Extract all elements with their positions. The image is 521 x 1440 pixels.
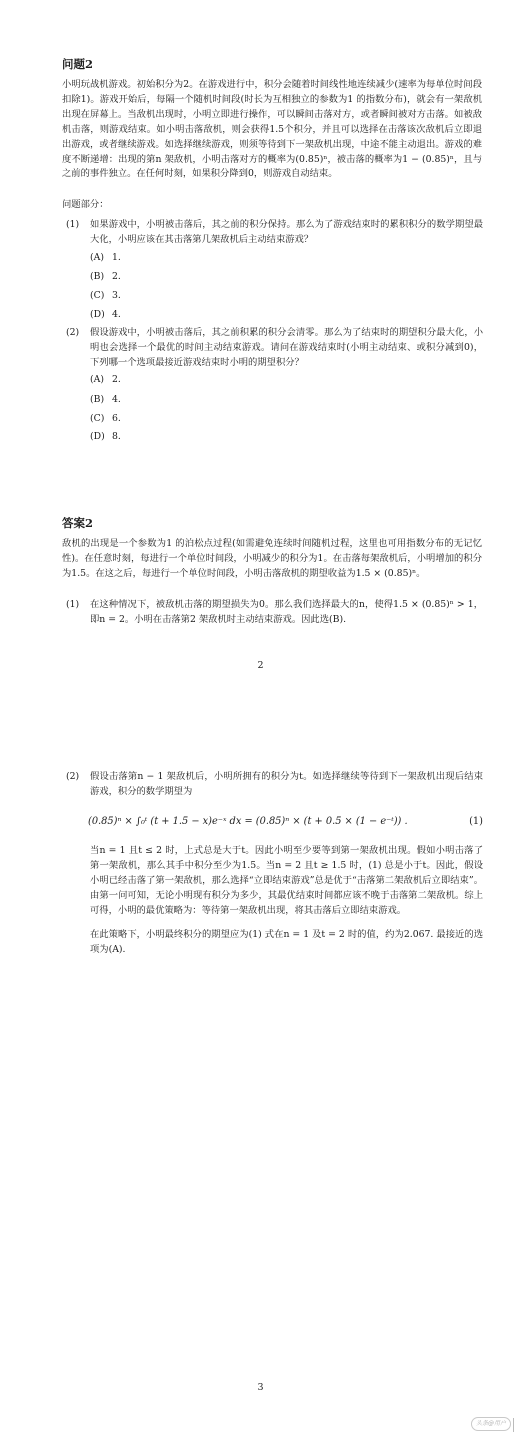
question-2 [66, 326, 483, 371]
answer-1 [66, 598, 483, 628]
option-label: (C) [90, 413, 105, 424]
option-label: (A) [90, 374, 104, 385]
q1-option-d [90, 309, 121, 320]
question-1-number: (1) [66, 219, 80, 230]
page-number: 3 [257, 1382, 264, 1393]
option-label: (B) [90, 394, 105, 405]
option-label: (B) [90, 271, 105, 282]
question-2-text: 假设游戏中，小明被击落后，其之前积累的积分会清零。那么为了结束时的期望积分最大化，小明也会选择一个最优的时间主动结束游戏。请问在游戏结束时(小明主动结束、或积分减到0)，下列哪一个选项最接近游戏结束时小明的期望积分？ [90, 327, 483, 368]
edge-mark [513, 1418, 518, 1432]
answer-intro: 敌机的出现是一个参数为1 的泊松点过程(如需避免连续时间随机过程，这里也可用指数分布的无记忆性)。在任意时刻，每进行一个单位时间段，小明减少的积分为1。在击落每架敌机后，小明增加的积分为1.5。在这之后，每进行一个单位时间段，小明击落敌机的期望收益为1.5 × (0.85)ⁿ。 [62, 538, 482, 579]
equation-body: (0.85)ⁿ × ∫₀ᵗ (t + 1.5 − x)e⁻ˣ dx = (0.85)ⁿ × (t + 0.5 × (1 − e⁻ᵗ)) . [88, 816, 408, 827]
option-text: 2. [112, 271, 121, 282]
equation-1 [88, 816, 483, 827]
q2-option-a [90, 374, 121, 385]
option-text: 6. [112, 413, 121, 424]
watermark: 头条@用户 [471, 1417, 511, 1431]
answer-2-continued: 当n = 1 且t ≤ 2 时，上式总是大于t。因此小明至少要等到第一架敌机出现。假如小明击落了第一架敌机，那么其手中积分至少为1.5。当n = 2 且t ≥ 1.5 时，(1) 总是小于t。因此，假设小明已经击落了第一架敌机，那么选择“立即结束游戏”总是优于“击落第二架敌机后立即结束”。由第一问可知，无论小明现有积分为多少，其最优结束时间都应该不晚于击落第二架敌机。综上可得，小明的最优策略为：等待第一架敌机出现，将其击落后立即结束游戏。 [90, 845, 483, 916]
answer-2 [66, 770, 483, 800]
q2-option-c [90, 413, 121, 424]
option-label: (C) [90, 290, 105, 301]
option-label: (A) [90, 252, 104, 263]
q2-option-b [90, 394, 121, 405]
q1-option-c [90, 290, 121, 301]
q2-option-d [90, 431, 121, 442]
question-2-number: (2) [66, 327, 80, 338]
page-number: 2 [257, 660, 264, 671]
option-label: (D) [90, 309, 105, 320]
option-text: 4. [112, 309, 121, 320]
option-text: 3. [112, 290, 121, 301]
problem-heading: 问题2 [62, 57, 94, 71]
answer-2-number: (2) [66, 771, 80, 782]
answer-heading: 答案2 [62, 516, 94, 530]
problem-intro: 小明玩战机游戏。初始积分为2。在游戏进行中，积分会随着时间线性地连续减少(速率为每单位时间段扣除1)。游戏开始后，每隔一个随机时间段(时长为互相独立的参数为1 的指数分布)，就会有一架敌机出现在屏幕上。当敌机出现时，小明立即进行操作，可以瞬间击落对方，或者瞬间被对方击落。如被敌机击落，则游戏结束。如小明击落敌机，则会获得1.5个积分，并且可以选择在击落该次敌机后立即退出游戏，或者继续游戏。如选择继续游戏，则须等待到下一架敌机出现，中途不能主动退出。游戏的难度不断递增：出现的第n 架敌机，小明击落对方的概率为(0.85)ⁿ，被击落的概率为1 − (0.85)ⁿ，且与之前的事件独立。在任何时刻，如果积分降到0，则游戏自动结束。 [62, 79, 482, 180]
option-text: 2. [112, 374, 121, 385]
question-1-text: 如果游戏中，小明被击落后，其之前的积分保持。那么为了游戏结束时的累积积分的数学期望最大化，小明应该在其击落第几架敌机后主动结束游戏？ [90, 219, 483, 245]
question-1 [66, 218, 483, 248]
answer-2-text: 假设击落第n − 1 架敌机后，小明所拥有的积分为t。如选择继续等待到下一架敌机出现后结束游戏，积分的数学期望为 [90, 771, 483, 797]
option-label: (D) [90, 431, 105, 442]
answer-2-final: 在此策略下，小明最终积分的期望应为(1) 式在n = 1 及t = 2 时的值，约为2.067. 最接近的选项为(A). [90, 929, 483, 955]
parts-label: 问题部分： [62, 199, 109, 210]
equation-number: (1) [469, 816, 483, 827]
answer-1-number: (1) [66, 599, 80, 610]
page-1 [0, 0, 521, 700]
page-2 [0, 700, 521, 1440]
q1-option-a [90, 252, 121, 263]
option-text: 4. [112, 394, 121, 405]
option-text: 1. [112, 252, 121, 263]
q1-option-b [90, 271, 121, 282]
option-text: 8. [112, 431, 121, 442]
answer-1-text: 在这种情况下，被敌机击落的期望损失为0。那么我们选择最大的n，使得1.5 × (0.85)ⁿ > 1，即n = 2。小明在击落第2 架敌机时主动结束游戏。因此选(B). [90, 599, 483, 625]
